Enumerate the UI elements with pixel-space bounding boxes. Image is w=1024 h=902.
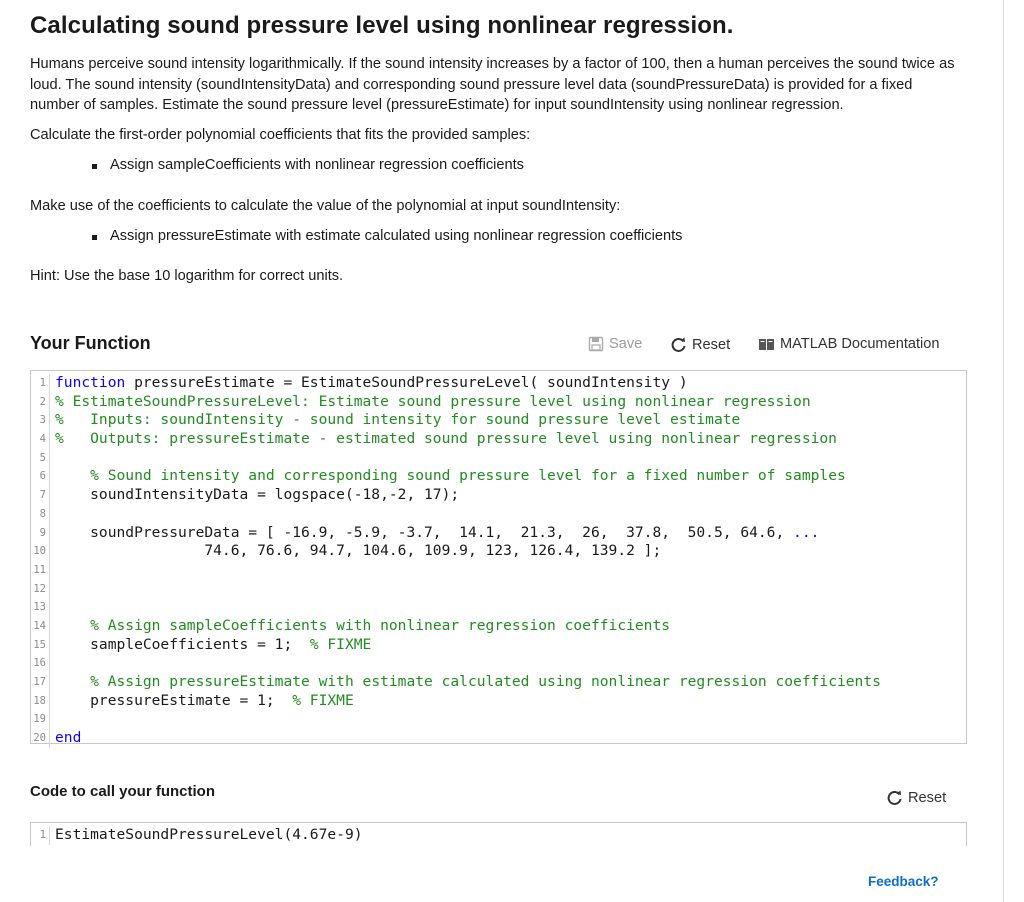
code-text (50, 449, 55, 468)
reset-button[interactable] (670, 336, 730, 353)
code-text (50, 580, 55, 599)
code-line (31, 692, 966, 711)
your-function-title: Your Function (30, 333, 151, 353)
code-comment: % Sound intensity and corresponding sound pressure level for a fixed number of samples (90, 467, 846, 485)
reset-icon (670, 336, 687, 353)
code-line (31, 542, 966, 561)
code-line (31, 598, 966, 617)
code-line (31, 467, 966, 486)
code-line (31, 524, 966, 543)
code-plain (55, 673, 90, 690)
bullet-list-2 (90, 228, 682, 244)
code-text (50, 374, 688, 393)
save-label: Save (609, 336, 643, 352)
line-number: 1 (31, 374, 50, 393)
code-text (50, 654, 55, 673)
code-keyword: end (55, 729, 82, 747)
line-number: 20 (31, 729, 50, 748)
code-text (50, 505, 55, 524)
code-line (31, 673, 966, 692)
code-text (50, 524, 819, 543)
code-plain: soundPressureData = [ -16.9, -5.9, -3.7, 14.1, 21.3, 26, 37.8, 50.5, 64.6, (55, 523, 794, 541)
reset-label: Reset (692, 336, 731, 353)
code-line (31, 654, 966, 673)
line-number: 2 (31, 393, 50, 412)
line-number: 6 (31, 467, 50, 486)
code-text (50, 673, 881, 692)
code-plain: soundIntensityData = logspace(-18,-2, 17); (55, 486, 460, 504)
bullet-list-1 (90, 157, 524, 173)
problem-intro: Humans perceive sound intensity logarithmically. If the sound intensity increases by a factor of 100, then a human perceives the sound twice as loud. The sound intensity (soundIntensityData) and corresponding sound pressure level data (soundPressureData) is provided for a fixed number of samples. Estimate the sound pressure level (pressureEstimate) for input soundIntensity using nonlinear regression. (30, 56, 955, 114)
function-code-editor[interactable] (30, 370, 967, 747)
code-comment: % Outputs: pressureEstimate - estimated sound pressure level using nonlinear regression (55, 430, 837, 448)
code-text (50, 729, 81, 748)
line-number: 9 (31, 524, 50, 543)
call-code-editor[interactable] (30, 822, 967, 846)
code-plain (55, 467, 90, 484)
code-keyword: function (55, 374, 126, 391)
code-text (50, 393, 811, 412)
code-comment: % EstimateSoundPressureLevel: Estimate sound pressure level using nonlinear regression (55, 392, 811, 410)
code-plain: sampleCoefficients = 1; (55, 635, 310, 653)
code-line (31, 374, 966, 393)
call-function-title: Code to call your function (30, 783, 216, 800)
code-line (31, 636, 966, 655)
feedback-link[interactable]: Feedback? (868, 874, 939, 889)
code-line (31, 710, 966, 729)
code-text (50, 467, 846, 486)
line-number: 19 (31, 710, 50, 729)
code-text (50, 430, 837, 449)
save-icon (588, 336, 604, 352)
code-plain: 74.6, 76.6, 94.7, 104.6, 109.9, 123, 126.4, 139.2 ]; (55, 542, 662, 560)
code-continuation: ... (793, 523, 820, 541)
code-line (31, 449, 966, 468)
code-comment: % Inputs: soundIntensity - sound intensity for sound pressure level estimate (55, 411, 741, 429)
code-plain: pressureEstimate = 1; (55, 691, 293, 709)
code-comment: % FIXME (292, 691, 354, 709)
docs-label: MATLAB Documentation (780, 336, 940, 352)
save-button[interactable] (588, 336, 642, 352)
code-line (31, 561, 966, 580)
code-line (31, 580, 966, 599)
code-text (50, 598, 55, 617)
code-line (31, 411, 966, 430)
line-number: 15 (31, 636, 50, 655)
code-line (31, 505, 966, 524)
code-text (50, 617, 670, 636)
bullet-item: Assign pressureEstimate with estimate calculated using nonlinear regression coefficients (90, 228, 682, 244)
code-plain: pressureEstimate = EstimateSoundPressureLevel( soundIntensity ) (125, 374, 688, 391)
code-plain (55, 617, 90, 634)
code-line (31, 729, 966, 748)
code-text (50, 636, 371, 655)
hint-text: Hint: Use the base 10 logarithm for correct units. (30, 268, 344, 284)
line-number: 13 (31, 598, 50, 617)
page-right-border (1003, 0, 1004, 902)
code-line (31, 430, 966, 449)
problem-title: Calculating sound pressure level using nonlinear regression. (30, 12, 734, 39)
code-text (50, 542, 661, 561)
bullet-item: Assign sampleCoefficients with nonlinear regression coefficients (90, 157, 524, 173)
code-line (31, 617, 966, 636)
line-number: 10 (31, 542, 50, 561)
line-number: 18 (31, 692, 50, 711)
step2-text: Make use of the coefficients to calculate the value of the polynomial at input soundIntensity: (30, 198, 621, 214)
code-text (50, 411, 740, 430)
line-number: 4 (31, 430, 50, 449)
code-text (50, 692, 354, 711)
line-number: 8 (31, 505, 50, 524)
call-reset-button[interactable] (886, 789, 946, 806)
call-code-text: EstimateSoundPressureLevel(4.67e-9) (55, 826, 363, 843)
line-number: 14 (31, 617, 50, 636)
matlab-docs-link[interactable] (758, 336, 940, 352)
call-reset-label: Reset (908, 789, 947, 806)
line-number: 3 (31, 411, 50, 430)
line-number: 12 (31, 580, 50, 599)
code-line (31, 393, 966, 412)
code-line (31, 486, 966, 505)
line-number: 7 (31, 486, 50, 505)
line-number: 11 (31, 561, 50, 580)
code-text (50, 486, 459, 505)
code-comment: % Assign pressureEstimate with estimate calculated using nonlinear regression coefficients (90, 673, 881, 690)
line-number: 17 (31, 673, 50, 692)
line-number: 5 (31, 449, 50, 468)
reset-icon (886, 789, 903, 806)
code-line (31, 826, 966, 845)
line-number: 1 (31, 826, 50, 845)
step1-text: Calculate the first-order polynomial coefficients that fits the provided samples: (30, 127, 531, 143)
code-text (50, 561, 55, 580)
code-text (50, 710, 55, 729)
line-number: 16 (31, 654, 50, 673)
code-comment: % FIXME (309, 635, 372, 653)
code-comment: % Assign sampleCoefficients with nonlinear regression coefficients (90, 616, 671, 634)
book-icon (758, 337, 775, 352)
